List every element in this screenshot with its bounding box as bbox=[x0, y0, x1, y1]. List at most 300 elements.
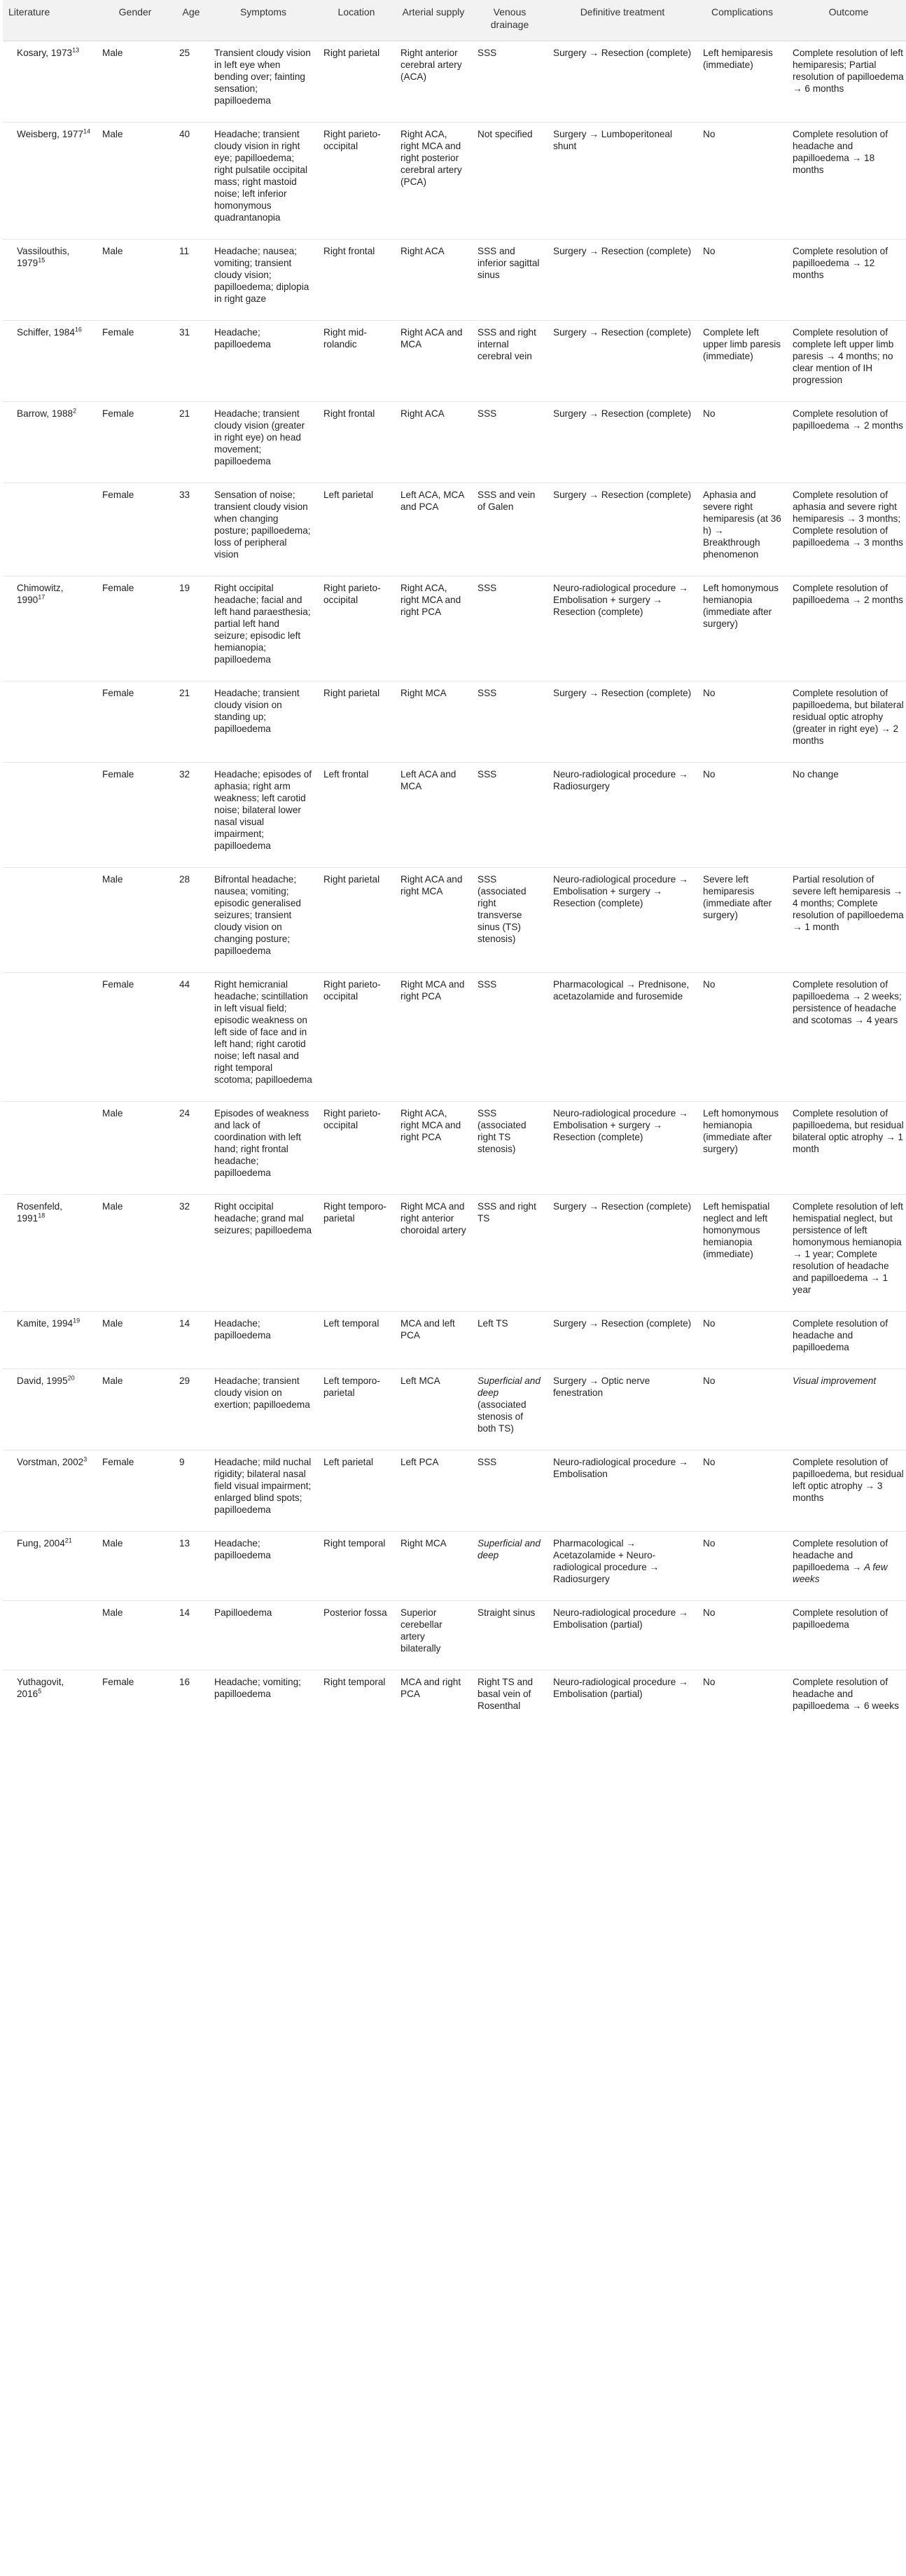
cell-gender bbox=[97, 681, 174, 763]
symptoms-text: Headache; papilloedema bbox=[214, 1318, 271, 1341]
cell-treatment bbox=[548, 868, 697, 973]
symptoms-text: Sensation of noise; transient cloudy vision when changing posture; papilloedema; loss of peripheral vision bbox=[214, 490, 311, 560]
table-row bbox=[3, 1102, 906, 1195]
complications-text: Left hemiparesis (immediate) bbox=[703, 48, 773, 70]
cell-outcome bbox=[787, 1312, 906, 1369]
venous-drainage-text: (associated stenosis of both TS) bbox=[478, 1399, 527, 1434]
venous-drainage-text: SSS bbox=[478, 769, 497, 780]
table-row bbox=[3, 402, 906, 483]
gender-value: Male bbox=[102, 1201, 123, 1212]
cell-outcome bbox=[787, 1670, 906, 1728]
literature-citation: Barrow, 1988 bbox=[17, 408, 74, 419]
location-text: Left parietal bbox=[323, 490, 374, 500]
venous-drainage-text: SSS bbox=[478, 979, 497, 990]
location-text: Right parieto-occipital bbox=[323, 583, 381, 605]
cell-complications bbox=[697, 1369, 787, 1450]
cell-location bbox=[318, 973, 395, 1102]
table-header-row bbox=[3, 0, 906, 41]
cell-venous-drainage bbox=[472, 868, 548, 973]
cell-treatment bbox=[548, 1312, 697, 1369]
complications-text: No bbox=[703, 1457, 716, 1467]
gender-value: Male bbox=[102, 1538, 123, 1549]
venous-drainage-italic: Superficial and deep bbox=[478, 1538, 541, 1560]
age-value: 25 bbox=[179, 48, 190, 58]
cell-literature bbox=[3, 321, 97, 402]
literature-citation: Vassilouthis, 1979 bbox=[17, 246, 70, 268]
gender-value: Female bbox=[102, 408, 134, 419]
outcome-text: Complete resolution of left hemiparesis; Partial resolution of papilloedema → 6 months bbox=[793, 48, 904, 94]
literature-citation: Vorstman, 2002 bbox=[17, 1457, 84, 1467]
cell-treatment bbox=[548, 576, 697, 681]
venous-drainage-text: Right TS and basal vein of Rosenthal bbox=[478, 1677, 534, 1711]
complications-text: Left hemispatial neglect and left homonymous hemianopia (immediate) bbox=[703, 1201, 770, 1259]
location-text: Left frontal bbox=[323, 769, 369, 780]
cell-symptoms bbox=[209, 1102, 318, 1195]
cell-age bbox=[174, 483, 209, 576]
gender-value: Female bbox=[102, 1677, 134, 1687]
cell-age bbox=[174, 321, 209, 402]
age-value: 14 bbox=[179, 1607, 190, 1618]
cell-symptoms bbox=[209, 973, 318, 1102]
treatment-text: Surgery → Resection (complete) bbox=[553, 246, 692, 256]
cell-arterial-supply bbox=[395, 321, 472, 402]
cell-treatment bbox=[548, 1532, 697, 1601]
arterial-supply-text: Left ACA and MCA bbox=[400, 769, 457, 791]
cell-age bbox=[174, 1601, 209, 1670]
treatment-text: Neuro-radiological procedure → Embolisation (partial) bbox=[553, 1677, 688, 1699]
cell-gender bbox=[97, 1670, 174, 1728]
gender-value: Male bbox=[102, 874, 123, 885]
cell-arterial-supply bbox=[395, 1369, 472, 1450]
age-value: 21 bbox=[179, 688, 190, 698]
symptoms-text: Right occipital headache; facial and left hand paraesthesia; partial left hand seizure; episodic left hemianopia; papilloedema bbox=[214, 583, 311, 665]
table-row bbox=[3, 41, 906, 123]
cell-gender bbox=[97, 868, 174, 973]
table-row bbox=[3, 1195, 906, 1312]
cell-complications bbox=[697, 240, 787, 321]
age-value: 21 bbox=[179, 408, 190, 419]
literature-citation: Chimowitz, 1990 bbox=[17, 583, 64, 605]
cell-location bbox=[318, 1195, 395, 1312]
arterial-supply-text: Right ACA and right MCA bbox=[400, 874, 463, 896]
location-text: Right parieto-occipital bbox=[323, 129, 381, 151]
reference-number: 3 bbox=[83, 1455, 88, 1463]
cell-literature bbox=[3, 763, 97, 868]
reference-number: 2 bbox=[73, 407, 77, 415]
symptoms-text: Headache; papilloedema bbox=[214, 1538, 271, 1560]
cell-venous-drainage bbox=[472, 1670, 548, 1728]
literature-citation: David, 1995 bbox=[17, 1376, 68, 1386]
age-value: 40 bbox=[179, 129, 190, 139]
cell-gender bbox=[97, 1102, 174, 1195]
cell-treatment bbox=[548, 123, 697, 240]
cell-treatment bbox=[548, 321, 697, 402]
header-arterial-supply: Arterial supply bbox=[395, 0, 472, 41]
cell-arterial-supply bbox=[395, 402, 472, 483]
age-value: 32 bbox=[179, 769, 190, 780]
outcome-text: Complete resolution of papilloedema, but bilateral residual optic atrophy (greater in right eye) → 2 months bbox=[793, 688, 904, 746]
venous-drainage-text: Straight sinus bbox=[478, 1607, 536, 1618]
cell-literature bbox=[3, 1532, 97, 1601]
cell-venous-drainage bbox=[472, 1532, 548, 1601]
outcome-text: Complete resolution of complete left upper limb paresis → 4 months; no clear mention of IH progression bbox=[793, 327, 894, 385]
arterial-supply-text: Left PCA bbox=[400, 1457, 439, 1467]
cell-complications bbox=[697, 1532, 787, 1601]
cell-arterial-supply bbox=[395, 1532, 472, 1601]
venous-drainage-text: Left TS bbox=[478, 1318, 508, 1329]
venous-drainage-text: SSS bbox=[478, 688, 497, 698]
cell-location bbox=[318, 1312, 395, 1369]
cell-outcome bbox=[787, 973, 906, 1102]
complications-text: Complete left upper limb paresis (immediate) bbox=[703, 327, 781, 361]
cell-location bbox=[318, 321, 395, 402]
cell-venous-drainage bbox=[472, 1450, 548, 1532]
cell-age bbox=[174, 1450, 209, 1532]
cell-gender bbox=[97, 1312, 174, 1369]
symptoms-text: Headache; mild nuchal rigidity; bilateral nasal field visual impairment; enlarged blind spots; papilloedema bbox=[214, 1457, 312, 1515]
table-row bbox=[3, 576, 906, 681]
table-row bbox=[3, 763, 906, 868]
outcome-text: Complete resolution of headache and papilloedema → 6 weeks bbox=[793, 1677, 899, 1711]
arterial-supply-text: MCA and left PCA bbox=[400, 1318, 455, 1341]
gender-value: Male bbox=[102, 1376, 123, 1386]
cell-complications bbox=[697, 973, 787, 1102]
cell-treatment bbox=[548, 1670, 697, 1728]
venous-drainage-text: SSS bbox=[478, 48, 497, 58]
header-outcome: Outcome bbox=[787, 0, 906, 41]
cell-age bbox=[174, 1532, 209, 1601]
cell-symptoms bbox=[209, 483, 318, 576]
table-row bbox=[3, 123, 906, 240]
reference-number: 5 bbox=[38, 1687, 42, 1695]
reference-number: 21 bbox=[64, 1537, 72, 1544]
cell-complications bbox=[697, 321, 787, 402]
outcome-text: Complete resolution of headache and papilloedema → bbox=[793, 1538, 888, 1572]
outcome-italic: A few weeks bbox=[793, 1562, 888, 1584]
cell-complications bbox=[697, 763, 787, 868]
cell-venous-drainage bbox=[472, 1601, 548, 1670]
complications-text: No bbox=[703, 1677, 716, 1687]
cell-symptoms bbox=[209, 1312, 318, 1369]
literature-citation: Yuthagovit, 2016 bbox=[17, 1677, 64, 1699]
treatment-text: Surgery → Lumboperitoneal shunt bbox=[553, 129, 673, 151]
cell-venous-drainage bbox=[472, 123, 548, 240]
cell-age bbox=[174, 763, 209, 868]
cell-gender bbox=[97, 240, 174, 321]
gender-value: Female bbox=[102, 769, 134, 780]
location-text: Right parietal bbox=[323, 874, 380, 885]
complications-text: No bbox=[703, 1538, 716, 1549]
symptoms-text: Headache; transient cloudy vision (greater in right eye) on head movement; papilloedema bbox=[214, 408, 305, 466]
cell-literature bbox=[3, 123, 97, 240]
treatment-text: Neuro-radiological procedure → Embolisation + surgery → Resection (complete) bbox=[553, 583, 688, 617]
cell-outcome bbox=[787, 1369, 906, 1450]
location-text: Left temporal bbox=[323, 1318, 379, 1329]
cell-complications bbox=[697, 483, 787, 576]
complications-text: No bbox=[703, 408, 716, 419]
treatment-text: Pharmacological → Prednisone, acetazolamide and furosemide bbox=[553, 979, 690, 1002]
table-row bbox=[3, 483, 906, 576]
location-text: Right temporo-parietal bbox=[323, 1201, 386, 1224]
cell-outcome bbox=[787, 1532, 906, 1601]
age-value: 31 bbox=[179, 327, 190, 338]
cell-gender bbox=[97, 123, 174, 240]
cell-location bbox=[318, 240, 395, 321]
treatment-text: Neuro-radiological procedure → Embolisation (partial) bbox=[553, 1607, 688, 1630]
table-body bbox=[3, 41, 906, 1728]
cell-gender bbox=[97, 1532, 174, 1601]
reference-number: 18 bbox=[38, 1212, 46, 1219]
complications-text: No bbox=[703, 1607, 716, 1618]
age-value: 33 bbox=[179, 490, 190, 500]
cell-arterial-supply bbox=[395, 123, 472, 240]
cell-symptoms bbox=[209, 402, 318, 483]
cell-venous-drainage bbox=[472, 1312, 548, 1369]
cell-complications bbox=[697, 123, 787, 240]
symptoms-text: Right hemicranial headache; scintillation in left visual field; episodic weakness on left side of face and in left hand; right carotid noise; left nasal and right temporal scotoma; papilloedema bbox=[214, 979, 312, 1085]
complications-text: Left homonymous hemianopia (immediate after surgery) bbox=[703, 1108, 779, 1154]
cell-gender bbox=[97, 1195, 174, 1312]
cell-symptoms bbox=[209, 576, 318, 681]
location-text: Right temporal bbox=[323, 1538, 386, 1549]
cell-age bbox=[174, 240, 209, 321]
complications-text: No bbox=[703, 129, 716, 139]
outcome-text: Complete resolution of papilloedema bbox=[793, 1607, 888, 1630]
cell-complications bbox=[697, 1670, 787, 1728]
arterial-supply-text: Right anterior cerebral artery (ACA) bbox=[400, 48, 462, 82]
header-gender: Gender bbox=[97, 0, 174, 41]
cell-literature bbox=[3, 240, 97, 321]
cell-outcome bbox=[787, 240, 906, 321]
gender-value: Male bbox=[102, 129, 123, 139]
treatment-text: Pharmacological → Acetazolamide + Neuro-radiological procedure → Radiosurgery bbox=[553, 1538, 660, 1584]
cell-location bbox=[318, 1670, 395, 1728]
cell-venous-drainage bbox=[472, 402, 548, 483]
cell-symptoms bbox=[209, 1450, 318, 1532]
cell-gender bbox=[97, 1601, 174, 1670]
location-text: Right parieto-occipital bbox=[323, 1108, 381, 1130]
table-row bbox=[3, 1312, 906, 1369]
cell-age bbox=[174, 576, 209, 681]
age-value: 9 bbox=[179, 1457, 185, 1467]
cell-age bbox=[174, 1102, 209, 1195]
cell-treatment bbox=[548, 1102, 697, 1195]
outcome-text: Complete resolution of aphasia and severe right hemiparesis → 3 months; Complete resolution of papilloedema → 3 months bbox=[793, 490, 903, 548]
header-symptoms: Symptoms bbox=[209, 0, 318, 41]
venous-drainage-text: SSS (associated right transverse sinus (TS) stenosis) bbox=[478, 874, 527, 944]
symptoms-text: Headache; transient cloudy vision on standing up; papilloedema bbox=[214, 688, 300, 734]
age-value: 28 bbox=[179, 874, 190, 885]
cell-venous-drainage bbox=[472, 576, 548, 681]
cell-venous-drainage bbox=[472, 1369, 548, 1450]
gender-value: Female bbox=[102, 688, 134, 698]
cell-treatment bbox=[548, 1195, 697, 1312]
cell-gender bbox=[97, 321, 174, 402]
cell-complications bbox=[697, 681, 787, 763]
header-age: Age bbox=[174, 0, 209, 41]
literature-table bbox=[3, 0, 906, 1727]
cell-gender bbox=[97, 576, 174, 681]
cell-location bbox=[318, 1369, 395, 1450]
cell-location bbox=[318, 1601, 395, 1670]
cell-age bbox=[174, 1670, 209, 1728]
cell-symptoms bbox=[209, 763, 318, 868]
outcome-italic: Visual improvement bbox=[793, 1376, 877, 1386]
cell-location bbox=[318, 1450, 395, 1532]
complications-text: No bbox=[703, 246, 716, 256]
cell-treatment bbox=[548, 681, 697, 763]
cell-arterial-supply bbox=[395, 1312, 472, 1369]
cell-gender bbox=[97, 973, 174, 1102]
cell-arterial-supply bbox=[395, 681, 472, 763]
cell-age bbox=[174, 868, 209, 973]
header-location: Location bbox=[318, 0, 395, 41]
arterial-supply-text: Right MCA bbox=[400, 688, 447, 698]
cell-literature bbox=[3, 402, 97, 483]
literature-citation: Kamite, 1994 bbox=[17, 1318, 74, 1329]
age-value: 44 bbox=[179, 979, 190, 990]
cell-treatment bbox=[548, 973, 697, 1102]
complications-text: Severe left hemiparesis (immediate after surgery) bbox=[703, 874, 772, 920]
cell-treatment bbox=[548, 41, 697, 123]
cell-location bbox=[318, 1532, 395, 1601]
age-value: 19 bbox=[179, 583, 190, 593]
gender-value: Male bbox=[102, 1607, 123, 1618]
reference-number: 15 bbox=[38, 256, 46, 264]
location-text: Posterior fossa bbox=[323, 1607, 387, 1618]
cell-symptoms bbox=[209, 41, 318, 123]
cell-treatment bbox=[548, 483, 697, 576]
location-text: Left temporo-parietal bbox=[323, 1376, 380, 1398]
cell-venous-drainage bbox=[472, 1102, 548, 1195]
cell-complications bbox=[697, 1601, 787, 1670]
gender-value: Male bbox=[102, 1108, 123, 1119]
cell-complications bbox=[697, 402, 787, 483]
venous-drainage-text: SSS bbox=[478, 583, 497, 593]
cell-literature bbox=[3, 1312, 97, 1369]
cell-outcome bbox=[787, 123, 906, 240]
cell-complications bbox=[697, 576, 787, 681]
reference-number: 16 bbox=[74, 326, 82, 333]
complications-text: No bbox=[703, 1376, 716, 1386]
cell-arterial-supply bbox=[395, 576, 472, 681]
cell-arterial-supply bbox=[395, 868, 472, 973]
gender-value: Female bbox=[102, 490, 134, 500]
location-text: Right frontal bbox=[323, 246, 375, 256]
cell-treatment bbox=[548, 1450, 697, 1532]
age-value: 11 bbox=[179, 246, 190, 256]
cell-age bbox=[174, 1369, 209, 1450]
cell-arterial-supply bbox=[395, 483, 472, 576]
cell-literature bbox=[3, 1450, 97, 1532]
location-text: Left parietal bbox=[323, 1457, 374, 1467]
cell-gender bbox=[97, 763, 174, 868]
arterial-supply-text: MCA and right PCA bbox=[400, 1677, 461, 1699]
cell-literature bbox=[3, 41, 97, 123]
age-value: 24 bbox=[179, 1108, 190, 1119]
arterial-supply-text: Left MCA bbox=[400, 1376, 440, 1386]
cell-venous-drainage bbox=[472, 41, 548, 123]
cell-literature bbox=[3, 1670, 97, 1728]
treatment-text: Surgery → Resection (complete) bbox=[553, 1318, 692, 1329]
arterial-supply-text: Right MCA and right anterior choroidal artery bbox=[400, 1201, 466, 1235]
symptoms-text: Papilloedema bbox=[214, 1607, 272, 1618]
cell-literature bbox=[3, 973, 97, 1102]
cell-literature bbox=[3, 868, 97, 973]
cell-literature bbox=[3, 576, 97, 681]
cell-symptoms bbox=[209, 123, 318, 240]
gender-value: Female bbox=[102, 979, 134, 990]
cell-literature bbox=[3, 1195, 97, 1312]
header-literature: Literature bbox=[3, 0, 97, 41]
cell-age bbox=[174, 681, 209, 763]
treatment-text: Surgery → Resection (complete) bbox=[553, 408, 692, 419]
symptoms-text: Transient cloudy vision in left eye when bending over; fainting sensation; papilloedema bbox=[214, 48, 311, 106]
table-row bbox=[3, 1369, 906, 1450]
reference-number: 17 bbox=[38, 593, 46, 601]
venous-drainage-text: SSS and inferior sagittal sinus bbox=[478, 246, 540, 280]
cell-treatment bbox=[548, 763, 697, 868]
gender-value: Male bbox=[102, 246, 123, 256]
cell-gender bbox=[97, 483, 174, 576]
arterial-supply-text: Right ACA, right MCA and right posterior cerebral artery (PCA) bbox=[400, 129, 462, 187]
table-row bbox=[3, 1450, 906, 1532]
literature-citation: Kosary, 1973 bbox=[17, 48, 73, 58]
table-row bbox=[3, 240, 906, 321]
cell-arterial-supply bbox=[395, 1601, 472, 1670]
cell-venous-drainage bbox=[472, 763, 548, 868]
arterial-supply-text: Right ACA bbox=[400, 246, 445, 256]
cell-venous-drainage bbox=[472, 973, 548, 1102]
cell-venous-drainage bbox=[472, 1195, 548, 1312]
gender-value: Female bbox=[102, 583, 134, 593]
cell-location bbox=[318, 41, 395, 123]
table-row bbox=[3, 1532, 906, 1601]
cell-symptoms bbox=[209, 321, 318, 402]
cell-arterial-supply bbox=[395, 41, 472, 123]
cell-location bbox=[318, 681, 395, 763]
cell-outcome bbox=[787, 321, 906, 402]
cell-treatment bbox=[548, 1601, 697, 1670]
reference-number: 13 bbox=[72, 46, 80, 54]
gender-value: Female bbox=[102, 327, 134, 338]
symptoms-text: Headache; papilloedema bbox=[214, 327, 271, 349]
treatment-text: Neuro-radiological procedure → Embolisation + surgery → Resection (complete) bbox=[553, 874, 688, 908]
symptoms-text: Episodes of weakness and lack of coordination with left hand; right frontal headache; papilloedema bbox=[214, 1108, 309, 1178]
cell-outcome bbox=[787, 1195, 906, 1312]
outcome-text: No change bbox=[793, 769, 839, 780]
header-complications: Complications bbox=[697, 0, 787, 41]
cell-outcome bbox=[787, 763, 906, 868]
cell-treatment bbox=[548, 1369, 697, 1450]
reference-number: 20 bbox=[67, 1374, 75, 1382]
cell-venous-drainage bbox=[472, 240, 548, 321]
cell-symptoms bbox=[209, 1195, 318, 1312]
cell-literature bbox=[3, 681, 97, 763]
cell-location bbox=[318, 868, 395, 973]
cell-outcome bbox=[787, 576, 906, 681]
complications-text: No bbox=[703, 769, 716, 780]
cell-symptoms bbox=[209, 1369, 318, 1450]
arterial-supply-text: Right ACA bbox=[400, 408, 445, 419]
cell-outcome bbox=[787, 1601, 906, 1670]
venous-drainage-text: Not specified bbox=[478, 129, 533, 139]
table-row bbox=[3, 681, 906, 763]
arterial-supply-text: Superior cerebellar artery bilaterally bbox=[400, 1607, 442, 1654]
literature-citation: Rosenfeld, 1991 bbox=[17, 1201, 62, 1224]
arterial-supply-text: Left ACA, MCA and PCA bbox=[400, 490, 464, 512]
treatment-text: Surgery → Resection (complete) bbox=[553, 1201, 692, 1212]
